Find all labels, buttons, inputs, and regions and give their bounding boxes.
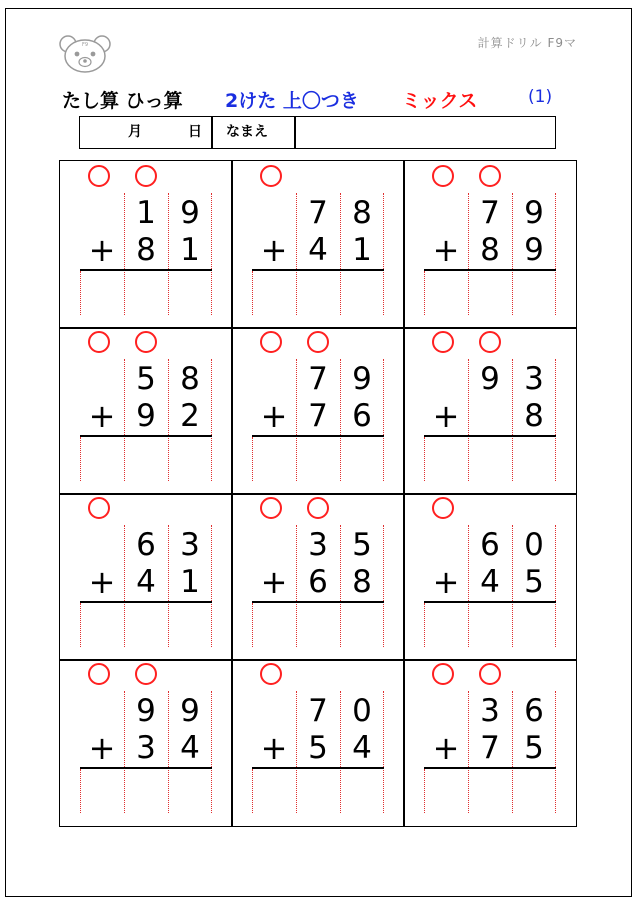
plus-sign: + xyxy=(88,397,116,435)
plus-sign: + xyxy=(88,729,116,767)
problem-cell xyxy=(404,493,576,659)
title-part-1: たし算 ひっ算 xyxy=(62,90,183,112)
answer-area[interactable] xyxy=(253,438,383,480)
carry-circle[interactable] xyxy=(260,663,282,685)
carry-circle[interactable] xyxy=(479,331,501,353)
top-ones-digit: 0 xyxy=(524,527,544,563)
bottom-ones-digit: 9 xyxy=(524,232,544,268)
top-tens-digit: 7 xyxy=(308,693,328,729)
top-ones-digit: 8 xyxy=(180,361,200,397)
bottom-tens-digit: 8 xyxy=(480,232,500,268)
bottom-tens-digit: 4 xyxy=(480,564,500,600)
top-ones-digit: 3 xyxy=(180,527,200,563)
carry-circle[interactable] xyxy=(88,331,110,353)
top-tens-digit: 7 xyxy=(308,361,328,397)
bottom-tens-digit: 7 xyxy=(480,730,500,766)
day-label: 日 xyxy=(188,124,202,140)
problem-cell xyxy=(60,327,232,493)
answer-area[interactable] xyxy=(81,272,211,314)
bottom-tens-digit: 8 xyxy=(136,232,156,268)
bottom-ones-digit: 8 xyxy=(524,398,544,434)
top-ones-digit: 3 xyxy=(524,361,544,397)
carry-circle[interactable] xyxy=(432,663,454,685)
problem-cell xyxy=(232,327,404,493)
top-tens-digit: 5 xyxy=(136,361,156,397)
top-ones-digit: 9 xyxy=(352,361,372,397)
title-part-2: 2けた 上〇つき xyxy=(225,90,359,112)
answer-area[interactable] xyxy=(81,604,211,646)
plus-sign: + xyxy=(260,729,288,767)
bottom-ones-digit: 6 xyxy=(352,398,372,434)
problem-cell xyxy=(232,161,404,327)
sheet-number: (1) xyxy=(528,87,553,107)
answer-area[interactable] xyxy=(253,272,383,314)
bottom-ones-digit: 5 xyxy=(524,730,544,766)
top-tens-digit: 7 xyxy=(480,195,500,231)
top-tens-digit: 3 xyxy=(480,693,500,729)
bear-logo-icon xyxy=(58,34,112,74)
answer-area[interactable] xyxy=(81,770,211,812)
sum-line xyxy=(252,767,384,769)
bottom-tens-digit: 6 xyxy=(308,564,328,600)
bottom-tens-digit: 4 xyxy=(136,564,156,600)
top-ones-digit: 9 xyxy=(180,693,200,729)
bottom-ones-digit: 1 xyxy=(180,232,200,268)
bottom-tens-digit: 5 xyxy=(308,730,328,766)
carry-circle[interactable] xyxy=(432,497,454,519)
sum-line xyxy=(252,435,384,437)
answer-area[interactable] xyxy=(253,604,383,646)
carry-circle[interactable] xyxy=(260,331,282,353)
answer-area[interactable] xyxy=(425,438,555,480)
top-ones-digit: 5 xyxy=(352,527,372,563)
top-tens-digit: 7 xyxy=(308,195,328,231)
top-tens-digit: 6 xyxy=(480,527,500,563)
sum-line xyxy=(80,435,212,437)
sum-line xyxy=(80,601,212,603)
carry-circle[interactable] xyxy=(307,331,329,353)
answer-area[interactable] xyxy=(253,770,383,812)
answer-area[interactable] xyxy=(425,272,555,314)
problem-grid xyxy=(59,160,577,827)
divider xyxy=(211,117,213,148)
carry-circle[interactable] xyxy=(432,331,454,353)
month-label: 月 xyxy=(128,124,142,140)
sum-line xyxy=(424,767,556,769)
carry-circle[interactable] xyxy=(88,165,110,187)
sum-line xyxy=(424,435,556,437)
bottom-ones-digit: 8 xyxy=(352,564,372,600)
plus-sign: + xyxy=(260,563,288,601)
bottom-ones-digit: 1 xyxy=(180,564,200,600)
brand-label: 計算ドリル F9マ xyxy=(477,36,577,50)
carry-circle[interactable] xyxy=(260,165,282,187)
bottom-ones-digit: 5 xyxy=(524,564,544,600)
carry-circle[interactable] xyxy=(135,663,157,685)
carry-circle[interactable] xyxy=(88,663,110,685)
answer-area[interactable] xyxy=(81,438,211,480)
carry-circle[interactable] xyxy=(432,165,454,187)
problem-cell xyxy=(60,161,232,327)
top-tens-digit: 9 xyxy=(480,361,500,397)
plus-sign: + xyxy=(260,231,288,269)
top-tens-digit: 3 xyxy=(308,527,328,563)
carry-circle[interactable] xyxy=(88,497,110,519)
bottom-ones-digit: 4 xyxy=(352,730,372,766)
sum-line xyxy=(80,269,212,271)
problem-cell xyxy=(232,493,404,659)
carry-circle[interactable] xyxy=(135,331,157,353)
top-tens-digit: 9 xyxy=(136,693,156,729)
top-ones-digit: 9 xyxy=(180,195,200,231)
plus-sign: + xyxy=(88,231,116,269)
carry-circle[interactable] xyxy=(307,497,329,519)
bottom-tens-digit: 3 xyxy=(136,730,156,766)
problem-cell xyxy=(404,161,576,327)
bottom-tens-digit: 9 xyxy=(136,398,156,434)
top-ones-digit: 6 xyxy=(524,693,544,729)
sum-line xyxy=(424,601,556,603)
worksheet-title xyxy=(62,86,562,112)
answer-area[interactable] xyxy=(425,770,555,812)
top-tens-digit: 1 xyxy=(136,195,156,231)
top-tens-digit: 6 xyxy=(136,527,156,563)
top-ones-digit: 0 xyxy=(352,693,372,729)
sum-line xyxy=(424,269,556,271)
carry-circle[interactable] xyxy=(135,165,157,187)
problem-cell xyxy=(60,659,232,825)
sum-line xyxy=(252,601,384,603)
plus-sign: + xyxy=(260,397,288,435)
problem-cell xyxy=(60,493,232,659)
plus-sign: + xyxy=(432,563,460,601)
bottom-ones-digit: 2 xyxy=(180,398,200,434)
problem-cell xyxy=(232,659,404,825)
date-name-row xyxy=(79,116,556,149)
svg-text:F9: F9 xyxy=(81,42,89,48)
plus-sign: + xyxy=(432,729,460,767)
plus-sign: + xyxy=(88,563,116,601)
carry-circle[interactable] xyxy=(479,165,501,187)
sum-line xyxy=(80,767,212,769)
title-part-3: ミックス xyxy=(402,90,478,112)
problem-cell xyxy=(404,659,576,825)
name-label: なまえ xyxy=(226,124,268,140)
plus-sign: + xyxy=(432,397,460,435)
top-ones-digit: 8 xyxy=(352,195,372,231)
top-ones-digit: 9 xyxy=(524,195,544,231)
divider xyxy=(294,117,296,148)
carry-circle[interactable] xyxy=(260,497,282,519)
bottom-ones-digit: 4 xyxy=(180,730,200,766)
answer-area[interactable] xyxy=(425,604,555,646)
name-field[interactable] xyxy=(306,117,546,148)
plus-sign: + xyxy=(432,231,460,269)
carry-circle[interactable] xyxy=(479,663,501,685)
bottom-tens-digit: 7 xyxy=(308,398,328,434)
problem-cell xyxy=(404,327,576,493)
sum-line xyxy=(252,269,384,271)
bottom-ones-digit: 1 xyxy=(352,232,372,268)
bottom-tens-digit: 4 xyxy=(308,232,328,268)
